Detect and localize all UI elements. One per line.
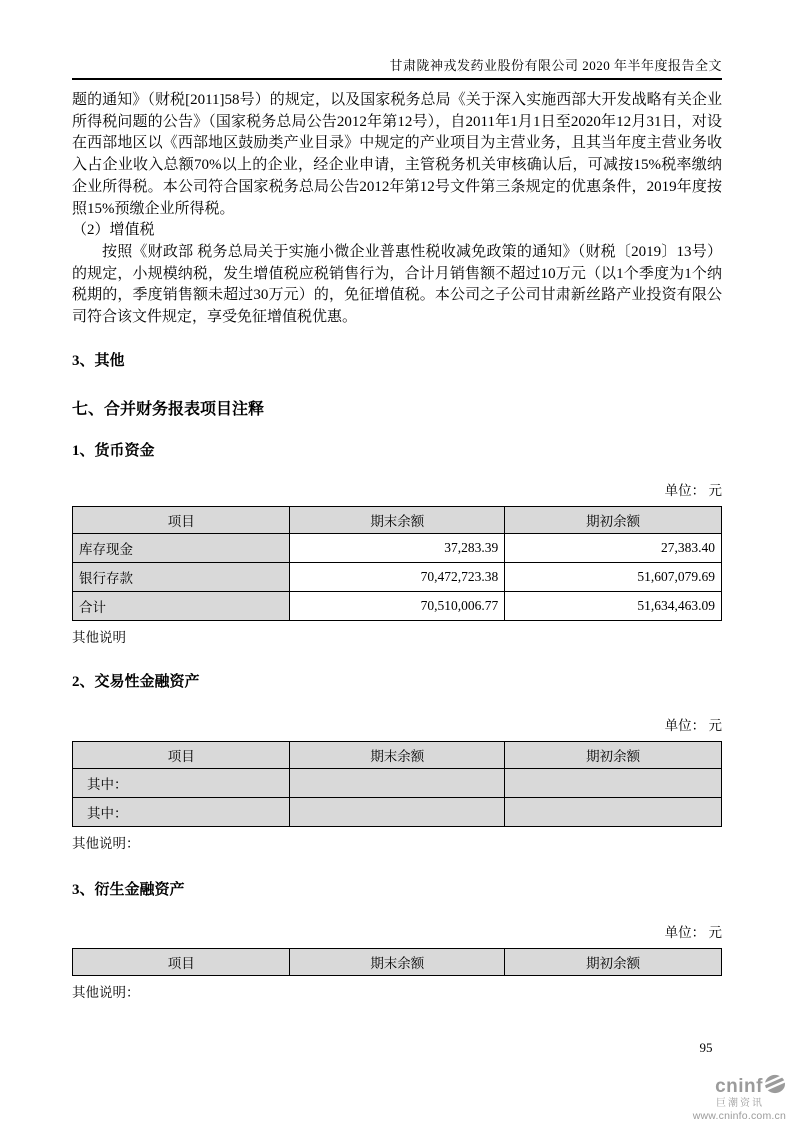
cninf-chinese-name: 巨潮资讯 <box>716 1098 764 1109</box>
cell-ending-balance <box>290 768 505 797</box>
footnote-monetary: 其他说明 <box>72 629 126 645</box>
table-header-row <box>73 741 722 768</box>
derivative-financial-assets-table <box>72 948 722 976</box>
unit-label-trading: 单位： 元 <box>664 717 722 733</box>
table-row <box>73 533 722 562</box>
col-header-ending-balance: 期末余额 <box>290 948 505 975</box>
cninf-globe-icon <box>764 1074 786 1098</box>
col-header-item: 项目 <box>73 741 290 768</box>
unit-label-monetary: 单位： 元 <box>664 482 722 498</box>
section-trading-financial-assets: 2、交易性金融资产 <box>72 673 200 690</box>
col-header-ending-balance: 期末余额 <box>290 506 505 533</box>
cninf-logo <box>693 1074 786 1122</box>
section-other: 3、其他 <box>72 352 125 369</box>
page-number: 95 <box>699 1040 713 1055</box>
cninf-logo-row <box>693 1074 786 1098</box>
paragraph-vat-heading: （2）增值税 <box>72 222 155 239</box>
page-content <box>0 55 793 1001</box>
table-row <box>73 797 722 826</box>
cell-item: 其中： <box>73 797 290 826</box>
cell-beginning-balance: 51,634,463.09 <box>505 591 722 620</box>
cninf-url: www.cninfo.com.cn <box>692 1110 786 1122</box>
table-row <box>73 562 722 591</box>
cell-beginning-balance: 51,607,079.69 <box>505 562 722 591</box>
cell-beginning-balance <box>505 797 722 826</box>
section-notes-title: 七、合并财务报表项目注释 <box>72 400 265 418</box>
cninf-brand-text: cninf <box>715 1075 763 1097</box>
cell-beginning-balance: 27,383.40 <box>505 533 722 562</box>
trading-financial-assets-table <box>72 741 722 827</box>
cell-item: 银行存款 <box>73 562 290 591</box>
paragraph-income-tax: 题的通知》（财税[2011]58号）的规定，以及国家税务总局《关于深入实施西部大开发战略有关企业所得税问题的公告》（国家税务总局公告2012年第12号），自2011年1月1日至2020年12月31日，对设在西部地区以《西部地区鼓励类产业目录》中规定的产业项目为主营业务，且其当年度主营业务收入占企业收入总额70%以上的企业，经企业申请，主管税务机关审核确认后，可减按15%税率缴纳企业所得税。本公司符合国家税务总局公告2012年第12号文件第三条规定的优惠条件，2019年度按照15%预缴企业所得税。 <box>72 92 722 217</box>
col-header-ending-balance: 期末余额 <box>290 741 505 768</box>
cell-item: 其中： <box>73 768 290 797</box>
table-row <box>73 768 722 797</box>
tax-policy-text <box>72 90 722 329</box>
monetary-funds-table <box>72 506 722 621</box>
table-header-row <box>73 506 722 533</box>
document-header-title: 甘肃陇神戎发药业股份有限公司 2020 年半年度报告全文 <box>72 55 722 80</box>
col-header-item: 项目 <box>73 506 290 533</box>
cell-ending-balance: 37,283.39 <box>290 533 505 562</box>
section-derivative-financial-assets: 3、衍生金融资产 <box>72 881 185 898</box>
section-monetary-funds: 1、货币资金 <box>72 442 155 459</box>
table-row-total <box>73 591 722 620</box>
cell-ending-balance <box>290 797 505 826</box>
paragraph-vat-detail: 按照《财政部 税务总局关于实施小微企业普惠性税收减免政策的通知》（财税〔2019〕13号）的规定，小规模纳税，发生增值税应税销售行为，合计月销售额不超过10万元（以1个季度为1个纳税期的，季度销售额未超过30万元）的，免征增值税。本公司之子公司甘肃新丝路产业投资有限公司符合该文件规定，享受免征增值税优惠。 <box>72 243 722 326</box>
cell-item: 库存现金 <box>73 533 290 562</box>
footnote-trading: 其他说明： <box>72 835 140 851</box>
cell-item: 合计 <box>73 591 290 620</box>
col-header-beginning-balance: 期初余额 <box>505 948 722 975</box>
unit-label-derivative: 单位： 元 <box>664 924 722 940</box>
cell-ending-balance: 70,510,006.77 <box>290 591 505 620</box>
cell-ending-balance: 70,472,723.38 <box>290 562 505 591</box>
col-header-beginning-balance: 期初余额 <box>505 506 722 533</box>
col-header-beginning-balance: 期初余额 <box>505 741 722 768</box>
col-header-item: 项目 <box>73 948 290 975</box>
footnote-derivative: 其他说明： <box>72 984 140 1000</box>
cell-beginning-balance <box>505 768 722 797</box>
table-header-row <box>73 948 722 975</box>
